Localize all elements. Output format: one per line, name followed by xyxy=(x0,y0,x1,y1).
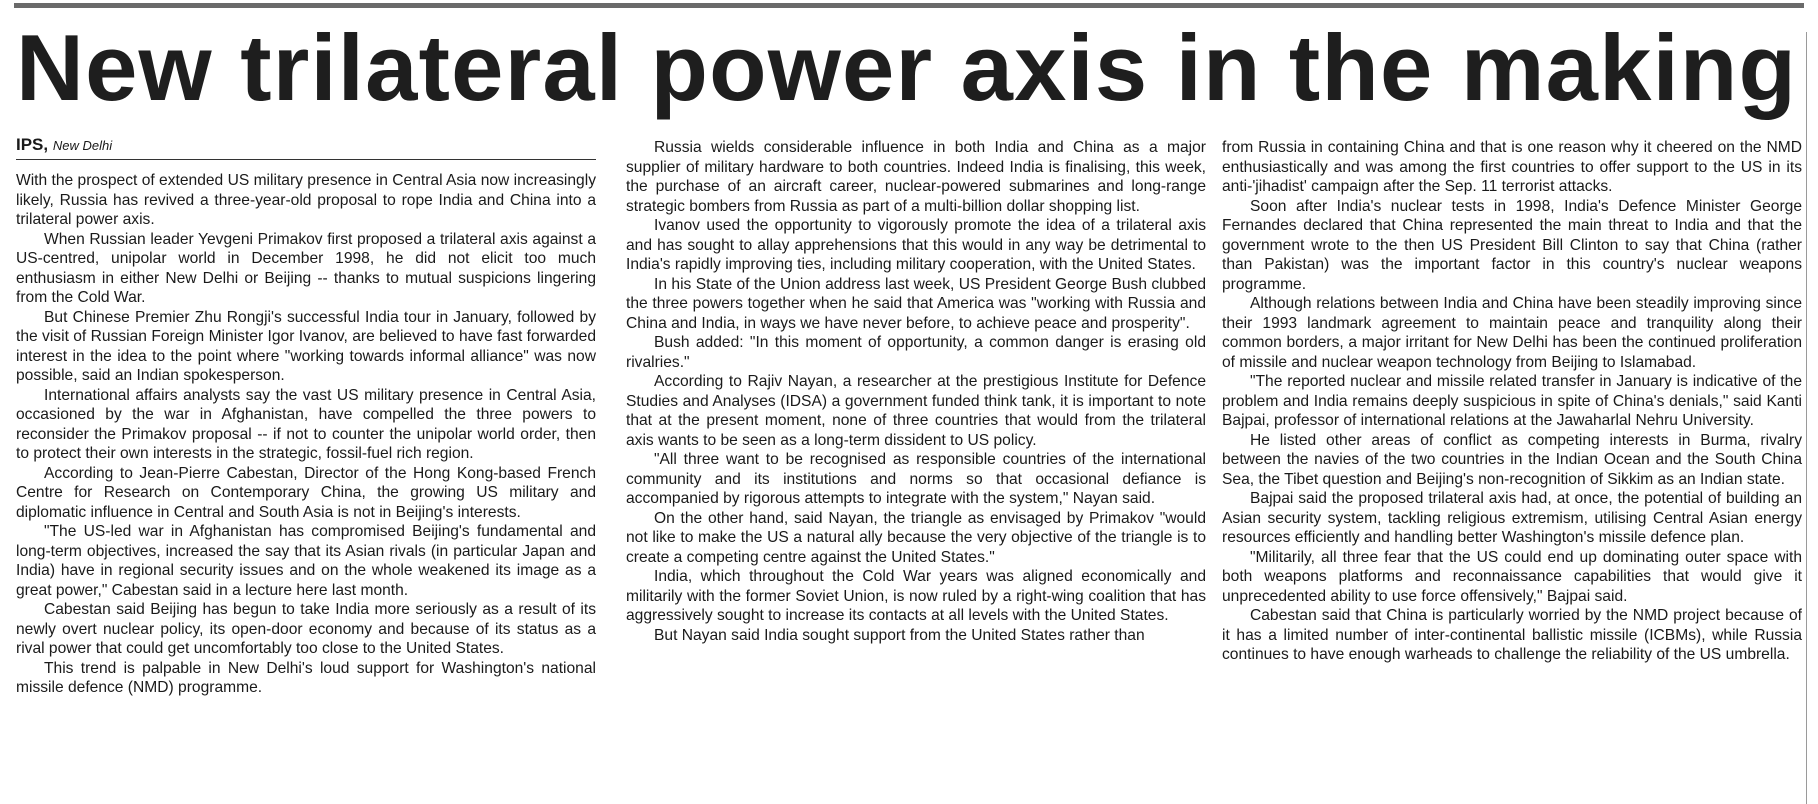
top-rule xyxy=(14,3,1804,8)
paragraph: Russia wields considerable influence in both India and China as a major supplier of military hardware to both countries. Indeed India is finalising, this week, the purchase of an aircraft career, nuclear-powered submarines and long-range strategic bombers from Russia as part of a multi-billion dollar shopping list. xyxy=(626,139,1206,215)
article-column-2 xyxy=(626,138,1206,645)
article-column-3 xyxy=(1222,138,1802,665)
paragraph: International affairs analysts say the vast US military presence in Central Asia, occasioned by the war in Afghanistan, have compelled the three powers to reconsider the Primakov proposal -- if not to counter the unipolar world order, then to protect their own interests in the strategic, fossil-fuel rich region. xyxy=(16,386,596,462)
paragraph: But Nayan said India sought support from the United States rather than xyxy=(654,626,1145,644)
byline-rule xyxy=(16,159,596,160)
paragraph: But Chinese Premier Zhu Rongji's successful India tour in January, followed by the visit of Russian Foreign Minister Igor Ivanov, are believed to have fast forwarded interest in the idea to the point where "working towards informal alliance" was now possible, said an Indian spokesperson. xyxy=(16,308,596,384)
paragraph: Bush added: "In this moment of opportunity, a common danger is erasing old rivalries." xyxy=(626,334,1206,371)
paragraph: "All three want to be recognised as responsible countries of the international community and its institutions and norms so that occasional defiance is accompanied by rigorous attempts to integrate with the system," Nayan said. xyxy=(626,451,1206,507)
paragraph: Cabestan said Beijing has begun to take India more seriously as a result of its newly overt nuclear policy, its open-door economy and because of its status as a rival power that could get uncomfortably too close to the United States. xyxy=(16,601,596,657)
paragraph: "Militarily, all three fear that the US could end up dominating outer space with both weapons platforms and reconnaissance capabilities that would give it unprecedented ability to use force offensively," Bajpai said. xyxy=(1222,548,1802,605)
paragraph: Although relations between India and China have been steadily improving since their 1993 landmark agreement to maintain peace and tranquility along their common borders, a major irritant for New Delhi has been the continued proliferation of missile and nuclear weapon technology from Beijing to Islamabad. xyxy=(1222,295,1802,371)
paragraph: According to Rajiv Nayan, a researcher at the prestigious Institute for Defence Studies and Analyses (IDSA) a government funded think tank, it is important to note that at the present moment, none of three countries that would from the trilateral axis wants to be seen as a long-term dissident to US policy. xyxy=(626,373,1206,449)
paragraph: With the prospect of extended US military presence in Central Asia now increasingly likely, Russia has revived a three-year-old proposal to rope India and China into a trilateral power axis. xyxy=(16,172,596,228)
paragraph: India, which throughout the Cold War years was aligned economically and militarily with the former Soviet Union, is now ruled by a right-wing coalition that has aggressively sought to increase its contacts at all levels with the United States. xyxy=(626,568,1206,624)
paragraph: Soon after India's nuclear tests in 1998, India's Defence Minister George Fernandes declared that China represented the main threat to India and that the government wrote to the then US President Bill Clinton to say that China (rather than Pakistan) was the important factor in this country's nuclear weapons programme. xyxy=(1222,197,1802,293)
paragraph: This trend is palpable in New Delhi's loud support for Washington's national missile defence (NMD) programme. xyxy=(16,659,596,696)
right-edge-rule xyxy=(1806,32,1807,804)
paragraph: Ivanov used the opportunity to vigorously promote the idea of a trilateral axis and has sought to allay apprehensions that this would in any way be detrimental to India's rapidly improving ties, including military cooperation, with the United States. xyxy=(626,217,1206,273)
paragraph: from Russia in containing China and that is one reason why it cheered on the NMD enthusiastically and was among the first countries to offer support to the US in its anti-'jihadist' campaign after the Sep. 11 terrorist attacks. xyxy=(1222,139,1802,195)
paragraph: Bajpai said the proposed trilateral axis had, at once, the potential of building an Asian security system, tackling religious extremism, utilising Central Asian energy resources efficiently and handling better Washington's missile defence plan. xyxy=(1222,490,1802,546)
paragraph: Cabestan said that China is particularly worried by the NMD project because of it has a limited number of inter-continental ballistic missile (ICBMs), while Russia continues to have enough warheads to challenge the reliability of the US umbrella. xyxy=(1222,607,1802,663)
paragraph: He listed other areas of conflict as competing interests in Burma, rivalry between the navies of the two countries in the Indian Ocean and the South China Sea, the Tibet question and Beijing's non-recognition of Sikkim as an Indian state. xyxy=(1222,431,1802,488)
paragraph: On the other hand, said Nayan, the triangle as envisaged by Primakov "would not like to make the US a natural ally because the very objective of the triangle is to create a competing centre against the United States." xyxy=(626,509,1206,566)
byline-agency: IPS, xyxy=(16,135,49,154)
byline xyxy=(16,134,596,156)
paragraph: In his State of the Union address last week, US President George Bush clubbed the three powers together when he said that America was "working with Russia and China and India, in ways we have never before, to achieve peace and prosperity". xyxy=(626,275,1206,332)
headline: New trilateral power axis in the making xyxy=(16,15,1798,120)
byline-location: New Delhi xyxy=(52,138,113,153)
paragraph: "The reported nuclear and missile related transfer in January is indicative of the problem and India remains deeply suspicious in spite of China's denials," said Kanti Bajpai, professor of international relations at the Jawaharlal Nehru University. xyxy=(1222,373,1802,429)
article-column-1 xyxy=(16,134,596,698)
paragraph: "The US-led war in Afghanistan has compromised Beijing's fundamental and long-term objectives, increased the say that its Asian rivals (in particular Japan and India) have in regional security issues and on the whole weakened its image as a great power," Cabestan said in a lecture here last month. xyxy=(16,523,596,599)
paragraph: According to Jean-Pierre Cabestan, Director of the Hong Kong-based French Centre for Research on Contemporary China, the growing US military and diplomatic influence in Central and South Asia is not in Beijing's interests. xyxy=(16,464,596,521)
paragraph: When Russian leader Yevgeni Primakov first proposed a trilateral axis against a US-centred, unipolar world in December 1998, he did not elicit too much enthusiasm in either New Delhi or Beijing -- thanks to mutual suspicions lingering from the Cold War. xyxy=(16,230,596,306)
